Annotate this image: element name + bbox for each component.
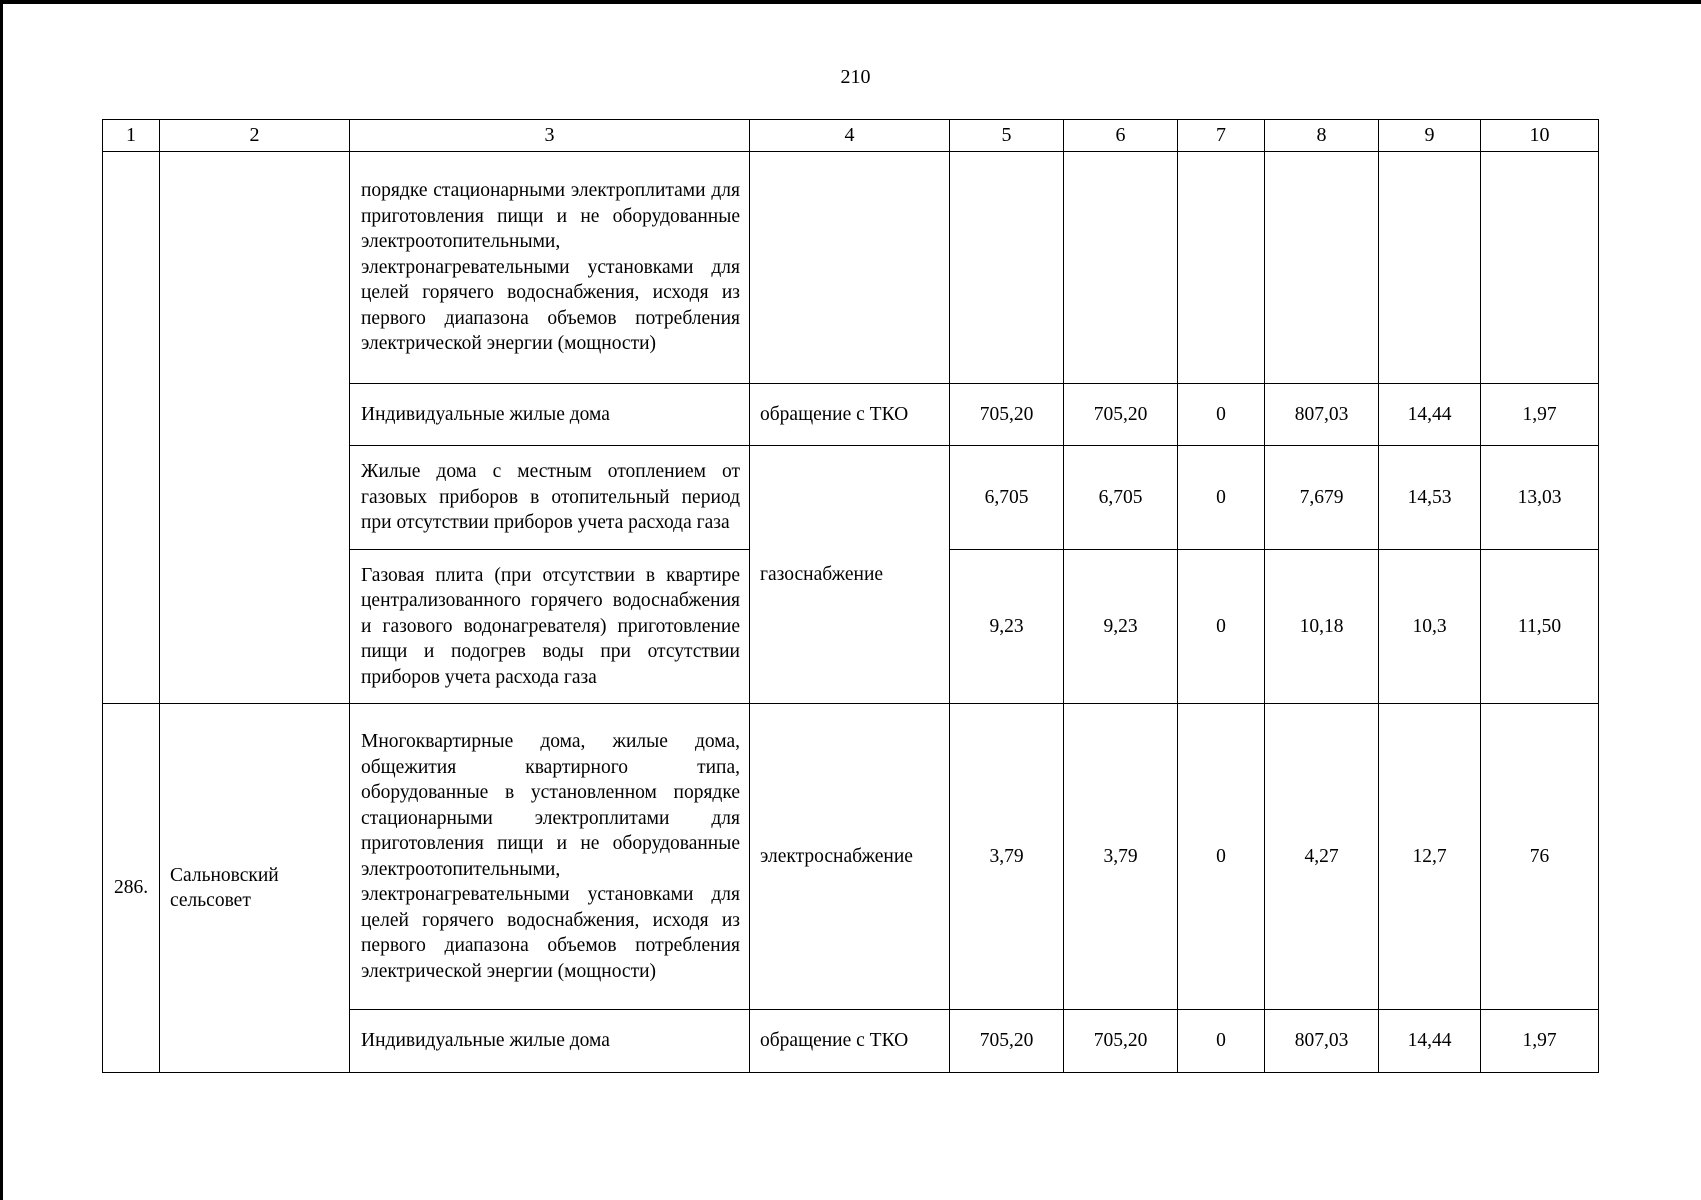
header-cell: 6: [1064, 120, 1178, 152]
service-cell: обращение с ТКО: [750, 1010, 950, 1073]
consumer-category-cell: [350, 446, 750, 550]
value-cell: 3,79: [1064, 704, 1178, 1010]
consumer-category-text: Многоквартирные дома, жилые дома, общежития квартирного типа, оборудованные в установленном порядке стационарными электроплитами для приготовления пищи и не оборудованные электроотопительными, электронагревательными установками для целей горячего водоснабжения, исходя из первого диапазона объемов потребления электрической энергии (мощности): [361, 731, 740, 982]
value-cell: 705,20: [1064, 384, 1178, 446]
consumer-category-cell: [350, 704, 750, 1010]
value-cell: 11,50: [1481, 550, 1599, 704]
table-row: [103, 152, 1599, 384]
row-number-cell: [103, 152, 160, 704]
consumer-category-text: Индивидуальные жилые дома: [361, 403, 610, 425]
value-cell: 0: [1178, 550, 1265, 704]
row-number-cell: 286.: [103, 704, 160, 1073]
value-cell: [1481, 152, 1599, 384]
page-number: 210: [840, 66, 871, 88]
value-cell: 14,53: [1379, 446, 1481, 550]
header-cell: 9: [1379, 120, 1481, 152]
value-cell: 76: [1481, 704, 1599, 1010]
value-cell: [1064, 152, 1178, 384]
service-cell: [750, 152, 950, 384]
service-cell: газоснабжение: [750, 446, 950, 704]
value-cell: 9,23: [950, 550, 1064, 704]
consumer-category-cell: [350, 1010, 750, 1073]
value-cell: 6,705: [1064, 446, 1178, 550]
table-row: [103, 704, 1599, 1010]
value-cell: 10,18: [1265, 550, 1379, 704]
service-cell: электроснабжение: [750, 704, 950, 1010]
value-cell: 0: [1178, 1010, 1265, 1073]
value-cell: 7,679: [1265, 446, 1379, 550]
settlement-name-cell: Сальновский сельсовет: [160, 704, 350, 1073]
service-cell: обращение с ТКО: [750, 384, 950, 446]
value-cell: 12,7: [1379, 704, 1481, 1010]
value-cell: [1265, 152, 1379, 384]
consumer-category-cell: [350, 384, 750, 446]
value-cell: 705,20: [1064, 1010, 1178, 1073]
value-cell: 0: [1178, 446, 1265, 550]
header-cell: 2: [160, 120, 350, 152]
value-cell: 1,97: [1481, 384, 1599, 446]
consumer-category-text: Газовая плита (при отсутствии в квартире централизованного горячего водоснабжения и газового водонагревателя) приготовление пищи и подогрев воды при отсутствии приборов учета расхода газа: [361, 564, 740, 688]
page-edge-top: [0, 0, 1701, 4]
value-cell: 0: [1178, 384, 1265, 446]
value-cell: 14,44: [1379, 1010, 1481, 1073]
consumer-category-text: порядке стационарными электроплитами для приготовления пищи и не оборудованные электроотопительными, электронагревательными установками для целей горячего водоснабжения, исходя из первого диапазона объемов потребления электрической энергии (мощности): [361, 180, 740, 355]
settlement-name-cell: [160, 152, 350, 704]
consumer-category-text: Жилые дома с местным отоплением от газовых приборов в отопительный период при отсутствии приборов учета расхода газа: [361, 461, 740, 534]
value-cell: 4,27: [1265, 704, 1379, 1010]
value-cell: 807,03: [1265, 384, 1379, 446]
value-cell: 3,79: [950, 704, 1064, 1010]
tariff-table: [102, 119, 1599, 1073]
value-cell: 705,20: [950, 384, 1064, 446]
header-cell: 7: [1178, 120, 1265, 152]
header-cell: 8: [1265, 120, 1379, 152]
header-cell: 4: [750, 120, 950, 152]
value-cell: [1178, 152, 1265, 384]
consumer-category-cell: [350, 550, 750, 704]
value-cell: 10,3: [1379, 550, 1481, 704]
value-cell: 14,44: [1379, 384, 1481, 446]
page-edge-left: [0, 0, 3, 1200]
header-cell: 3: [350, 120, 750, 152]
value-cell: [1379, 152, 1481, 384]
value-cell: 6,705: [950, 446, 1064, 550]
value-cell: 807,03: [1265, 1010, 1379, 1073]
header-cell: 1: [103, 120, 160, 152]
value-cell: 705,20: [950, 1010, 1064, 1073]
value-cell: 9,23: [1064, 550, 1178, 704]
value-cell: 13,03: [1481, 446, 1599, 550]
consumer-category-cell: [350, 152, 750, 384]
header-cell: 10: [1481, 120, 1599, 152]
value-cell: 1,97: [1481, 1010, 1599, 1073]
header-row: [103, 120, 1599, 152]
value-cell: [950, 152, 1064, 384]
consumer-category-text: Индивидуальные жилые дома: [361, 1030, 610, 1052]
header-cell: 5: [950, 120, 1064, 152]
value-cell: 0: [1178, 704, 1265, 1010]
